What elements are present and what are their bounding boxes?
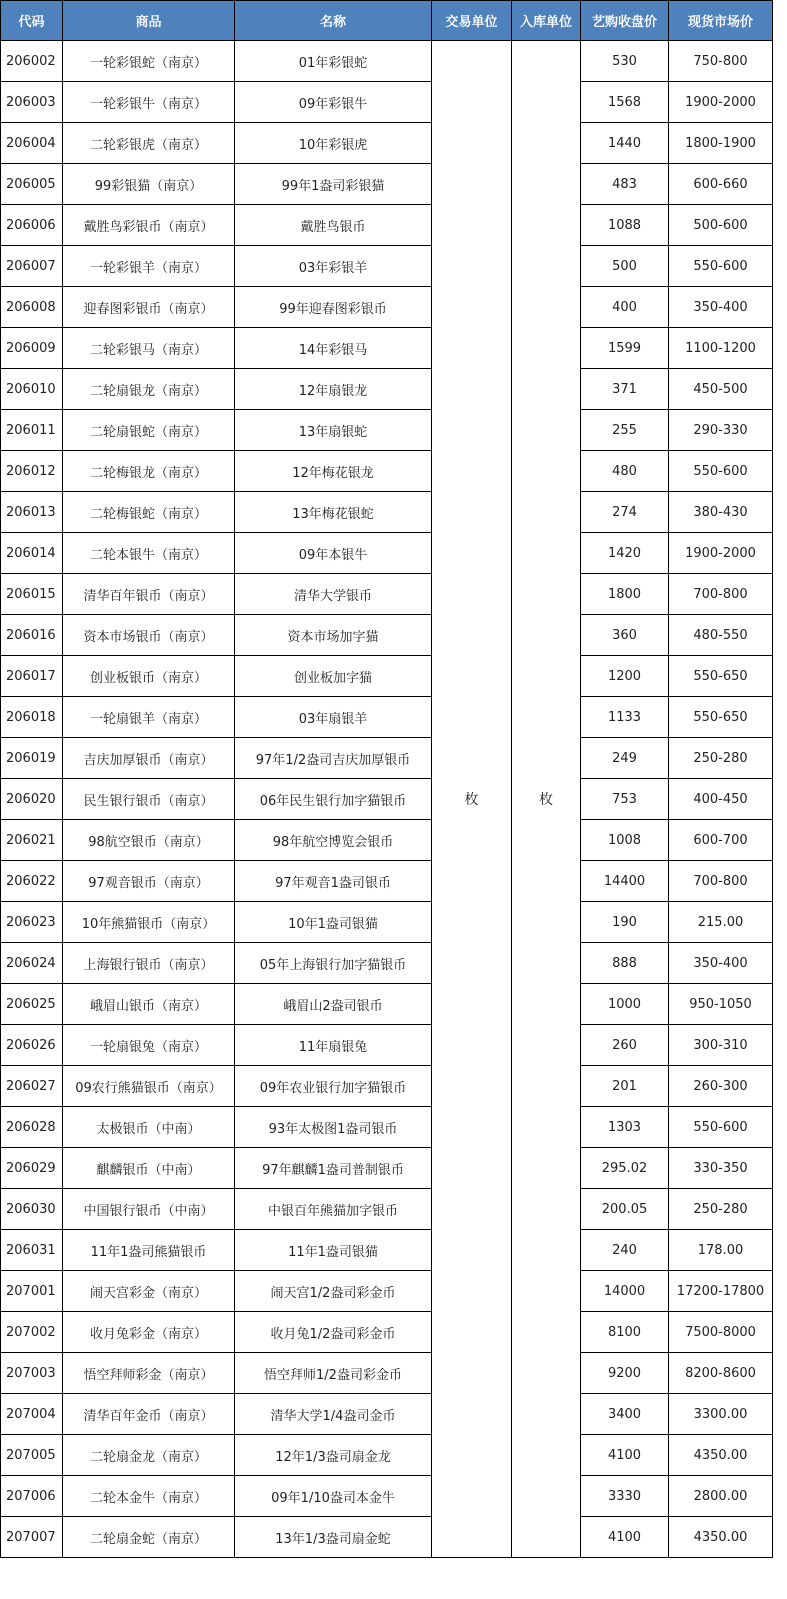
- cell-close-price: 255: [581, 410, 669, 451]
- table-row: [1, 492, 773, 533]
- cell-market-price: 215.00: [669, 902, 773, 943]
- cell-code: 207002: [1, 1312, 63, 1353]
- cell-close-price: 400: [581, 287, 669, 328]
- cell-product: 太极银币（中南）: [63, 1107, 235, 1148]
- cell-product: 戴胜鸟彩银币（南京）: [63, 205, 235, 246]
- cell-close-price: 500: [581, 246, 669, 287]
- table-row: [1, 410, 773, 451]
- cell-close-price: 1568: [581, 82, 669, 123]
- cell-name: 11年1盎司银猫: [235, 1230, 432, 1271]
- cell-name: 11年扇银兔: [235, 1025, 432, 1066]
- cell-market-price: 550-600: [669, 246, 773, 287]
- cell-name: 98年航空博览会银币: [235, 820, 432, 861]
- cell-product: 11年1盎司熊猫银币: [63, 1230, 235, 1271]
- cell-close-price: 371: [581, 369, 669, 410]
- cell-name: 12年扇银龙: [235, 369, 432, 410]
- cell-close-price: 530: [581, 41, 669, 82]
- cell-code: 206030: [1, 1189, 63, 1230]
- cell-name: 14年彩银马: [235, 328, 432, 369]
- cell-market-price: 350-400: [669, 287, 773, 328]
- cell-name: 99年1盎司彩银猫: [235, 164, 432, 205]
- table-row: [1, 738, 773, 779]
- cell-code: 206016: [1, 615, 63, 656]
- cell-close-price: 190: [581, 902, 669, 943]
- cell-name: 13年梅花银蛇: [235, 492, 432, 533]
- table-row: [1, 697, 773, 738]
- cell-code: 206011: [1, 410, 63, 451]
- table-row: [1, 943, 773, 984]
- cell-trade-unit: 枚: [432, 41, 512, 1558]
- cell-product: 二轮梅银龙（南京）: [63, 451, 235, 492]
- cell-market-price: 500-600: [669, 205, 773, 246]
- cell-market-price: 750-800: [669, 41, 773, 82]
- cell-code: 207001: [1, 1271, 63, 1312]
- table-row: [1, 164, 773, 205]
- cell-market-price: 330-350: [669, 1148, 773, 1189]
- cell-code: 206006: [1, 205, 63, 246]
- table-row: [1, 1394, 773, 1435]
- cell-product: 09农行熊猫银币（南京）: [63, 1066, 235, 1107]
- cell-market-price: 600-700: [669, 820, 773, 861]
- header-storage-unit: 入库单位: [512, 1, 581, 41]
- cell-product: 麒麟银币（中南）: [63, 1148, 235, 1189]
- cell-close-price: 1420: [581, 533, 669, 574]
- cell-close-price: 483: [581, 164, 669, 205]
- cell-market-price: 2800.00: [669, 1476, 773, 1517]
- cell-close-price: 274: [581, 492, 669, 533]
- cell-close-price: 753: [581, 779, 669, 820]
- cell-market-price: 480-550: [669, 615, 773, 656]
- table-row: [1, 615, 773, 656]
- cell-code: 206003: [1, 82, 63, 123]
- cell-close-price: 1133: [581, 697, 669, 738]
- header-market-price: 现货市场价: [669, 1, 773, 41]
- cell-close-price: 1000: [581, 984, 669, 1025]
- cell-product: 二轮扇金龙（南京）: [63, 1435, 235, 1476]
- cell-close-price: 1599: [581, 328, 669, 369]
- cell-product: 二轮扇金蛇（南京）: [63, 1517, 235, 1558]
- cell-product: 99彩银猫（南京）: [63, 164, 235, 205]
- cell-product: 峨眉山银币（南京）: [63, 984, 235, 1025]
- cell-product: 10年熊猫银币（南京）: [63, 902, 235, 943]
- cell-code: 206019: [1, 738, 63, 779]
- cell-product: 创业板银币（南京）: [63, 656, 235, 697]
- table-row: [1, 984, 773, 1025]
- cell-code: 206010: [1, 369, 63, 410]
- cell-name: 03年彩银羊: [235, 246, 432, 287]
- table-row: [1, 451, 773, 492]
- cell-name: 09年彩银牛: [235, 82, 432, 123]
- cell-product: 二轮扇银龙（南京）: [63, 369, 235, 410]
- cell-close-price: 249: [581, 738, 669, 779]
- cell-product: 迎春图彩银币（南京）: [63, 287, 235, 328]
- cell-product: 清华百年金币（南京）: [63, 1394, 235, 1435]
- cell-product: 二轮彩银虎（南京）: [63, 123, 235, 164]
- cell-market-price: 350-400: [669, 943, 773, 984]
- cell-market-price: 17200-17800: [669, 1271, 773, 1312]
- table-body: [1, 41, 773, 1558]
- cell-close-price: 1303: [581, 1107, 669, 1148]
- cell-close-price: 480: [581, 451, 669, 492]
- table-row: [1, 1271, 773, 1312]
- cell-code: 206005: [1, 164, 63, 205]
- cell-code: 206031: [1, 1230, 63, 1271]
- cell-name: 06年民生银行加字猫银币: [235, 779, 432, 820]
- table-row: [1, 820, 773, 861]
- cell-market-price: 550-650: [669, 697, 773, 738]
- cell-code: 206025: [1, 984, 63, 1025]
- cell-market-price: 550-600: [669, 1107, 773, 1148]
- table-row: [1, 205, 773, 246]
- cell-name: 悟空拜师1/2盎司彩金币: [235, 1353, 432, 1394]
- cell-close-price: 200.05: [581, 1189, 669, 1230]
- cell-name: 09年本银牛: [235, 533, 432, 574]
- cell-market-price: 4350.00: [669, 1517, 773, 1558]
- cell-market-price: 300-310: [669, 1025, 773, 1066]
- cell-code: 206023: [1, 902, 63, 943]
- cell-product: 二轮本金牛（南京）: [63, 1476, 235, 1517]
- cell-name: 清华大学银币: [235, 574, 432, 615]
- cell-product: 资本市场银币（南京）: [63, 615, 235, 656]
- cell-code: 206021: [1, 820, 63, 861]
- cell-market-price: 4350.00: [669, 1435, 773, 1476]
- cell-market-price: 450-500: [669, 369, 773, 410]
- cell-name: 13年扇银蛇: [235, 410, 432, 451]
- cell-name: 09年1/10盎司本金牛: [235, 1476, 432, 1517]
- cell-name: 资本市场加字猫: [235, 615, 432, 656]
- table-row: [1, 1025, 773, 1066]
- cell-product: 清华百年银币（南京）: [63, 574, 235, 615]
- cell-market-price: 178.00: [669, 1230, 773, 1271]
- cell-code: 206007: [1, 246, 63, 287]
- table-row: [1, 123, 773, 164]
- cell-name: 12年梅花银龙: [235, 451, 432, 492]
- table-row: [1, 1230, 773, 1271]
- cell-product: 97观音银币（南京）: [63, 861, 235, 902]
- cell-code: 206017: [1, 656, 63, 697]
- cell-code: 207006: [1, 1476, 63, 1517]
- cell-code: 206029: [1, 1148, 63, 1189]
- cell-product: 一轮彩银牛（南京）: [63, 82, 235, 123]
- cell-name: 10年1盎司银猫: [235, 902, 432, 943]
- table-row: [1, 1066, 773, 1107]
- cell-code: 207003: [1, 1353, 63, 1394]
- cell-product: 二轮扇银蛇（南京）: [63, 410, 235, 451]
- cell-market-price: 400-450: [669, 779, 773, 820]
- table-row: [1, 902, 773, 943]
- header-close-price: 艺购收盘价: [581, 1, 669, 41]
- header-code: 代码: [1, 1, 63, 41]
- table-row: [1, 1312, 773, 1353]
- cell-close-price: 3330: [581, 1476, 669, 1517]
- cell-product: 一轮扇银兔（南京）: [63, 1025, 235, 1066]
- cell-close-price: 8100: [581, 1312, 669, 1353]
- cell-name: 09年农业银行加字猫银币: [235, 1066, 432, 1107]
- cell-name: 93年太极图1盎司银币: [235, 1107, 432, 1148]
- cell-product: 民生银行银币（南京）: [63, 779, 235, 820]
- cell-name: 01年彩银蛇: [235, 41, 432, 82]
- cell-market-price: 380-430: [669, 492, 773, 533]
- cell-market-price: 550-650: [669, 656, 773, 697]
- header-name: 名称: [235, 1, 432, 41]
- header-product: 商品: [63, 1, 235, 41]
- cell-code: 206004: [1, 123, 63, 164]
- cell-product: 闹天宫彩金（南京）: [63, 1271, 235, 1312]
- cell-name: 戴胜鸟银币: [235, 205, 432, 246]
- cell-code: 207004: [1, 1394, 63, 1435]
- cell-market-price: 700-800: [669, 861, 773, 902]
- table-row: [1, 574, 773, 615]
- cell-name: 清华大学1/4盎司金币: [235, 1394, 432, 1435]
- cell-name: 闹天宫1/2盎司彩金币: [235, 1271, 432, 1312]
- cell-market-price: 8200-8600: [669, 1353, 773, 1394]
- cell-market-price: 1100-1200: [669, 328, 773, 369]
- cell-market-price: 7500-8000: [669, 1312, 773, 1353]
- cell-code: 206024: [1, 943, 63, 984]
- table-row: [1, 82, 773, 123]
- table-row: [1, 1476, 773, 1517]
- cell-market-price: 950-1050: [669, 984, 773, 1025]
- cell-name: 99年迎春图彩银币: [235, 287, 432, 328]
- cell-close-price: 260: [581, 1025, 669, 1066]
- table-row: [1, 533, 773, 574]
- cell-code: 206028: [1, 1107, 63, 1148]
- table-row: [1, 1189, 773, 1230]
- header-row: [1, 1, 773, 41]
- cell-name: 创业板加字猫: [235, 656, 432, 697]
- cell-market-price: 600-660: [669, 164, 773, 205]
- cell-name: 97年麒麟1盎司普制银币: [235, 1148, 432, 1189]
- header-trade-unit: 交易单位: [432, 1, 512, 41]
- cell-code: 207007: [1, 1517, 63, 1558]
- table-row: [1, 1107, 773, 1148]
- cell-name: 97年1/2盎司吉庆加厚银币: [235, 738, 432, 779]
- cell-code: 206027: [1, 1066, 63, 1107]
- table-row: [1, 369, 773, 410]
- cell-market-price: 3300.00: [669, 1394, 773, 1435]
- cell-code: 206026: [1, 1025, 63, 1066]
- cell-close-price: 3400: [581, 1394, 669, 1435]
- cell-close-price: 1008: [581, 820, 669, 861]
- cell-name: 峨眉山2盎司银币: [235, 984, 432, 1025]
- cell-market-price: 250-280: [669, 1189, 773, 1230]
- cell-code: 206022: [1, 861, 63, 902]
- cell-close-price: 888: [581, 943, 669, 984]
- cell-market-price: 290-330: [669, 410, 773, 451]
- cell-product: 吉庆加厚银币（南京）: [63, 738, 235, 779]
- table-row: [1, 1353, 773, 1394]
- cell-close-price: 201: [581, 1066, 669, 1107]
- table-row: [1, 287, 773, 328]
- table-row: [1, 1517, 773, 1558]
- cell-name: 中银百年熊猫加字银币: [235, 1189, 432, 1230]
- cell-code: 206008: [1, 287, 63, 328]
- cell-product: 收月兔彩金（南京）: [63, 1312, 235, 1353]
- cell-close-price: 295.02: [581, 1148, 669, 1189]
- cell-code: 206002: [1, 41, 63, 82]
- cell-close-price: 4100: [581, 1517, 669, 1558]
- cell-code: 206015: [1, 574, 63, 615]
- cell-name: 97年观音1盎司银币: [235, 861, 432, 902]
- cell-product: 98航空银币（南京）: [63, 820, 235, 861]
- cell-product: 二轮本银牛（南京）: [63, 533, 235, 574]
- cell-close-price: 1440: [581, 123, 669, 164]
- cell-code: 207005: [1, 1435, 63, 1476]
- cell-market-price: 250-280: [669, 738, 773, 779]
- table-row: [1, 246, 773, 287]
- cell-code: 206009: [1, 328, 63, 369]
- cell-close-price: 1800: [581, 574, 669, 615]
- cell-name: 05年上海银行加字猫银币: [235, 943, 432, 984]
- cell-close-price: 9200: [581, 1353, 669, 1394]
- cell-code: 206018: [1, 697, 63, 738]
- table-row: [1, 41, 773, 82]
- cell-code: 206014: [1, 533, 63, 574]
- cell-name: 10年彩银虎: [235, 123, 432, 164]
- cell-storage-unit: 枚: [512, 41, 581, 1558]
- cell-code: 206013: [1, 492, 63, 533]
- cell-market-price: 1900-2000: [669, 533, 773, 574]
- cell-market-price: 1900-2000: [669, 82, 773, 123]
- cell-close-price: 240: [581, 1230, 669, 1271]
- table-row: [1, 1435, 773, 1476]
- cell-close-price: 360: [581, 615, 669, 656]
- cell-product: 一轮扇银羊（南京）: [63, 697, 235, 738]
- cell-market-price: 1800-1900: [669, 123, 773, 164]
- table-row: [1, 779, 773, 820]
- cell-name: 收月兔1/2盎司彩金币: [235, 1312, 432, 1353]
- table-row: [1, 1148, 773, 1189]
- cell-name: 13年1/3盎司扇金蛇: [235, 1517, 432, 1558]
- cell-code: 206012: [1, 451, 63, 492]
- cell-close-price: 14000: [581, 1271, 669, 1312]
- cell-close-price: 4100: [581, 1435, 669, 1476]
- cell-market-price: 550-600: [669, 451, 773, 492]
- cell-close-price: 1088: [581, 205, 669, 246]
- cell-product: 一轮彩银羊（南京）: [63, 246, 235, 287]
- cell-market-price: 260-300: [669, 1066, 773, 1107]
- cell-product: 悟空拜师彩金（南京）: [63, 1353, 235, 1394]
- table-row: [1, 656, 773, 697]
- cell-market-price: 700-800: [669, 574, 773, 615]
- cell-close-price: 14400: [581, 861, 669, 902]
- cell-product: 上海银行银币（南京）: [63, 943, 235, 984]
- table-row: [1, 861, 773, 902]
- cell-product: 一轮彩银蛇（南京）: [63, 41, 235, 82]
- cell-name: 03年扇银羊: [235, 697, 432, 738]
- cell-code: 206020: [1, 779, 63, 820]
- cell-close-price: 1200: [581, 656, 669, 697]
- cell-product: 二轮彩银马（南京）: [63, 328, 235, 369]
- cell-name: 12年1/3盎司扇金龙: [235, 1435, 432, 1476]
- cell-product: 二轮梅银蛇（南京）: [63, 492, 235, 533]
- table-row: [1, 328, 773, 369]
- cell-product: 中国银行银币（中南）: [63, 1189, 235, 1230]
